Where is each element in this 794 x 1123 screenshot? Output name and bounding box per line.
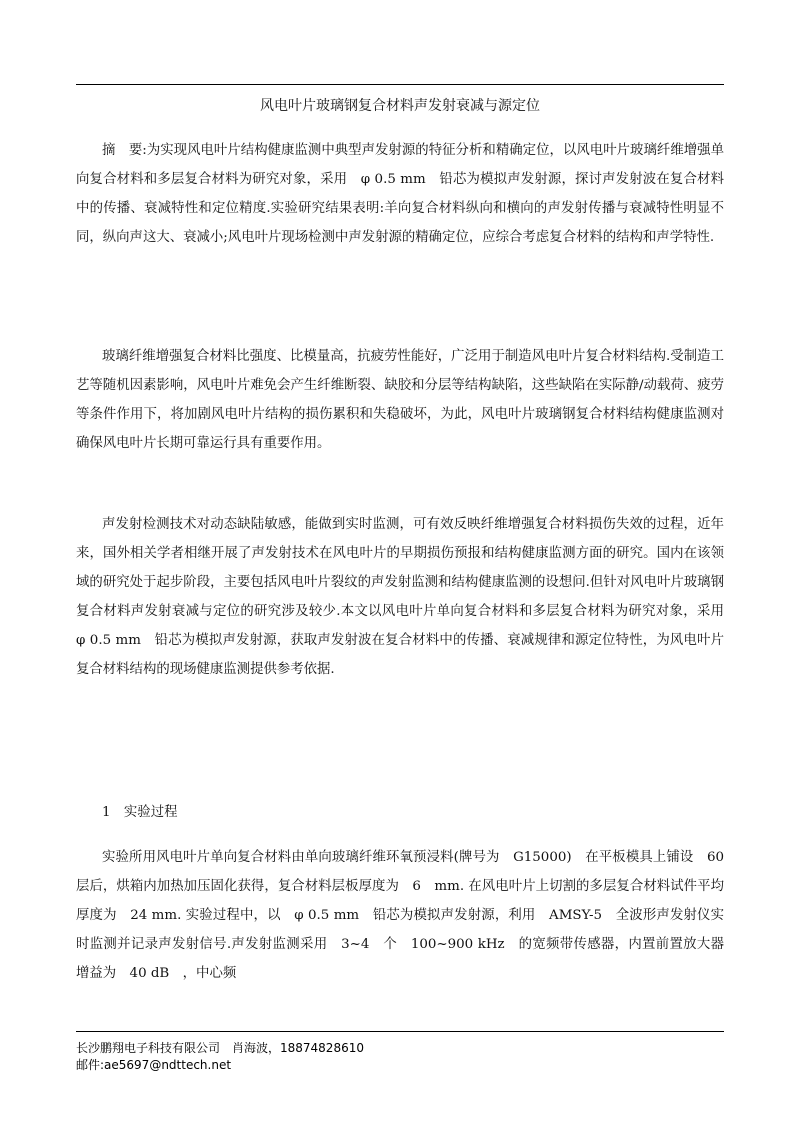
document-title: 风电叶片玻璃钢复合材料声发射衰减与源定位 (260, 98, 540, 114)
footer-company-contact: 长沙鹏翔电子科技有限公司 肖海波，18874828610 (76, 1041, 364, 1055)
footer-rule (76, 1031, 724, 1032)
abstract-paragraph: 摘 要:为实现风电叶片结构健康监测中典型声发射源的特征分析和精确定位，以风电叶片玻璃纤维增强单向复合材料和多层复合材料为研究对象，采用 φ 0.5 mm 铅芯为模拟声发射源，探讨声发射波在复合材料中的传播、衰减特性和定位精度.实验研究结果表明:羊向复合材料纵向和横向的声发射传播与衰减特性明显不同，纵向声这大、衰减小;风电叶片现场检测中声发射源的精确定位，应综合考虑复合材料的结构和声学特性. (76, 143, 724, 245)
footer-email: 邮件:ae5697@ndttech.net (76, 1058, 232, 1072)
experiment-paragraph: 实验所用风电叶片单向复合材料由单向玻璃纤维环氧预浸料(牌号为 G15000) 在平板模具上铺设 60 层后，烘箱内加热加压固化获得，复合材料层板厚度为 6 mm. 在风电叶片上切割的多层复合材料试件平均厚度为 24 mm. 实验过程中，以 φ 0.5 mm 铅芯为模拟声发射源，利用 AMSY-5 全波形声发射仪实时监测并记录声发射信号.声发射监测采用 3~4 个 100~900 kHz 的宽频带传感器，内置前置放大器增益为 40 dB ，中心频 (76, 850, 738, 981)
section-heading: 1 实验过程 (102, 805, 178, 820)
intro-paragraph-2: 声发射检测技术对动态缺陆敏感，能做到实时监测，可有效反映纤维增强复合材料损伤失效的过程，近年来，国外相关学者相继开展了声发射技术在风电叶片的早期损伤预报和结构健康监测方面的研究。国内在该领域的研究处于起步阶段，主要包括风电叶片裂纹的声发射监测和结构健康监测的设想问.但针对风电叶片玻璃钢复合材料声发射衰减与定位的研究涉及较少.本文以风电叶片单向复合材料和多层复合材料为研究对象，采用 φ 0.5 mm 铅芯为模拟声发射源，获取声发射波在复合材料中的传播、衰减规律和源定位特性，为风电叶片复合材料结构的现场健康监测提供参考依据. (76, 517, 738, 677)
intro-paragraph-1: 玻璃纤维增强复合材料比强度、比模量高，抗疲劳性能好，广泛用于制造风电叶片复合材料结构.受制造工艺等随机因素影响，风电叶片难免会产生纤维断裂、缺胶和分层等结构缺陷，这些缺陷在实际静/动载荷、疲劳等条件作用下，将加剧风电叶片结构的损伤累积和失稳破坏，为此，风电叶片玻璃钢复合材料结构健康监测对确保风电叶片长期可靠运行具有重要作用。 (76, 349, 724, 451)
header-rule (76, 84, 724, 85)
